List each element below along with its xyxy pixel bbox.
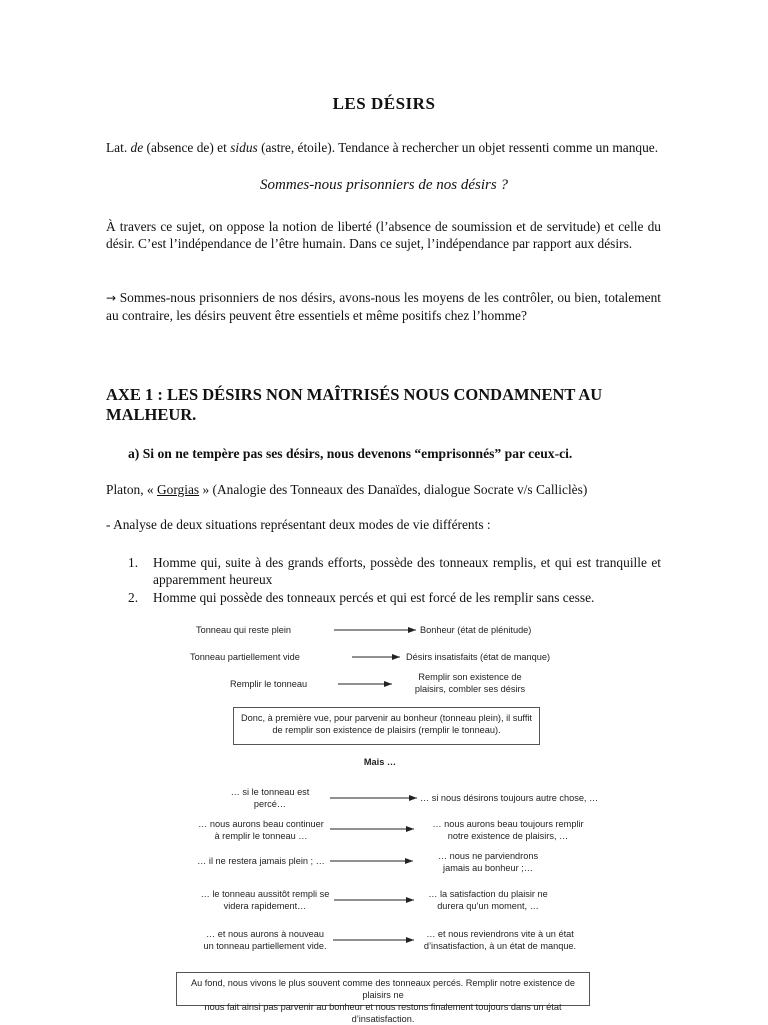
diagram-left-label (186, 855, 336, 867)
box-line: nous fait ainsi pas parvenir au bonheur et nous restons finalement toujours dans un état d’insatisfaction. (204, 1002, 562, 1024)
diagram-left-line: … le tonneau aussitôt rempli se (200, 889, 330, 899)
diagram-left-label: Remplir le tonneau (230, 679, 308, 689)
platon-suffix: » (Analogie des Tonneaux des Danaïdes, dialogue Socrate v/s Calliclès) (199, 482, 588, 497)
diagram-left-label (200, 786, 340, 810)
subject-question: Sommes-nous prisonniers de nos désirs ? (260, 177, 508, 193)
platon-prefix: Platon, « (106, 482, 157, 497)
section-a-heading: a) Si on ne tempère pas ses désirs, nous devenons “emprisonnés” par ceux-ci. (128, 446, 573, 461)
diagram-right-label (418, 850, 558, 874)
diagram-right-line: … si nous désirons toujours autre chose, … (420, 793, 599, 803)
list-number: 2. (128, 590, 139, 605)
diagram-right-line: notre existence de plaisirs, … (447, 831, 569, 841)
right-arrow-icon: → (106, 291, 117, 305)
diagram-right-label: Bonheur (état de plénitude) (420, 625, 532, 635)
diagram-left-line: … si le tonneau est (230, 787, 310, 797)
etymology-sidus: sidus (230, 140, 258, 155)
box-line: de remplir son existence de plaisirs (remplir le tonneau). (272, 725, 501, 735)
axis-1-heading: AXE 1 : LES DÉSIRS NON MAÎTRISÉS NOUS CONDAMNENT AU MALHEUR. (106, 385, 603, 424)
diagram-right-line: d’insatisfaction, à un état de manque. (423, 941, 577, 951)
diagram-right-line: jamais au bonheur ;… (443, 863, 533, 873)
etymology-prefix: Lat. (106, 140, 131, 155)
diagram-left-line: … nous aurons beau continuer (198, 819, 324, 829)
diagram-right-line: … la satisfaction du plaisir ne (428, 889, 548, 899)
diagram-right-line: … nous ne parviendrons (437, 851, 539, 861)
etymology-de-gloss: (absence de) et (143, 140, 231, 155)
etymology-rest: (astre, étoile). Tendance à rechercher un objet ressenti comme un manque. (257, 140, 659, 155)
list-text: Homme qui, suite à des grands efforts, possède des tonneaux remplis, et qui est tranquille et apparemment heureux (153, 555, 661, 587)
diagram-left-line: … et nous aurons à nouveau (206, 929, 324, 939)
conclusion-box-1 (233, 707, 540, 745)
problem-text: Sommes-nous prisonniers de nos désirs, avons-nous les moyens de les contrôler, ou bien, totalement au contraire, les désirs peuvent être essentiels et même positifs chez l’homme? (106, 290, 661, 323)
diagram-left-label (186, 818, 336, 842)
platon-work: Gorgias (156, 482, 200, 497)
diagram-right-label: Désirs insatisfaits (état de manque) (406, 652, 550, 662)
diagram-left-label: Tonneau partiellement vide (190, 652, 300, 662)
diagram-right-label (418, 888, 558, 912)
diagram-right-line: … et nous reviendrons vite à un état (426, 929, 574, 939)
diagram-right-line: durera qu’un moment, … (437, 901, 539, 911)
diagram-right-label (420, 792, 630, 804)
mais-label: Mais … (363, 757, 397, 767)
analyse-line: - Analyse de deux situations représentant deux modes de vie différents : (106, 517, 491, 532)
list-text: Homme qui possède des tonneaux percés et qui est forcé de les remplir sans cesse. (153, 590, 595, 605)
diagram-left-line: … il ne restera jamais plein ; … (197, 856, 325, 866)
diagram-right-label (410, 928, 590, 952)
diagram-left-label: Tonneau qui reste plein (196, 625, 292, 635)
diagram-left-label (190, 928, 340, 952)
diagram-right-line: … nous aurons beau toujours remplir (432, 819, 584, 829)
diagram-left-line: un tonneau partiellement vide. (203, 941, 327, 951)
diagram-left-line: videra rapidement… (223, 901, 307, 911)
intro-paragraph: À travers ce sujet, on oppose la notion de liberté (l’absence de soumission et de servitude) et celle du désir. C’est l’indépendance de l’être humain. Dans ce sujet, l’indépendance par rapport aux désirs. (106, 219, 661, 251)
diagram-left-label (190, 888, 340, 912)
list-number: 1. (128, 555, 139, 570)
conclusion-box-2 (176, 972, 590, 1024)
etymology-de: de (130, 140, 144, 155)
box-line: Donc, à première vue, pour parvenir au bonheur (tonneau plein), il suffit (241, 713, 532, 723)
box-line: Au fond, nous vivons le plus souvent comme des tonneaux percés. Remplir notre existence de plaisirs ne (190, 978, 576, 1000)
diagram-right-line: Remplir son existence de (418, 672, 522, 682)
diagram-left-line: percé… (253, 799, 287, 809)
diagram-left-line: à remplir le tonneau … (214, 831, 308, 841)
page-title: LES DÉSIRS (332, 94, 436, 113)
diagram-right-label (418, 818, 598, 842)
diagram-right-line: plaisirs, combler ses désirs (414, 684, 526, 694)
diagram-right-label (400, 671, 540, 695)
